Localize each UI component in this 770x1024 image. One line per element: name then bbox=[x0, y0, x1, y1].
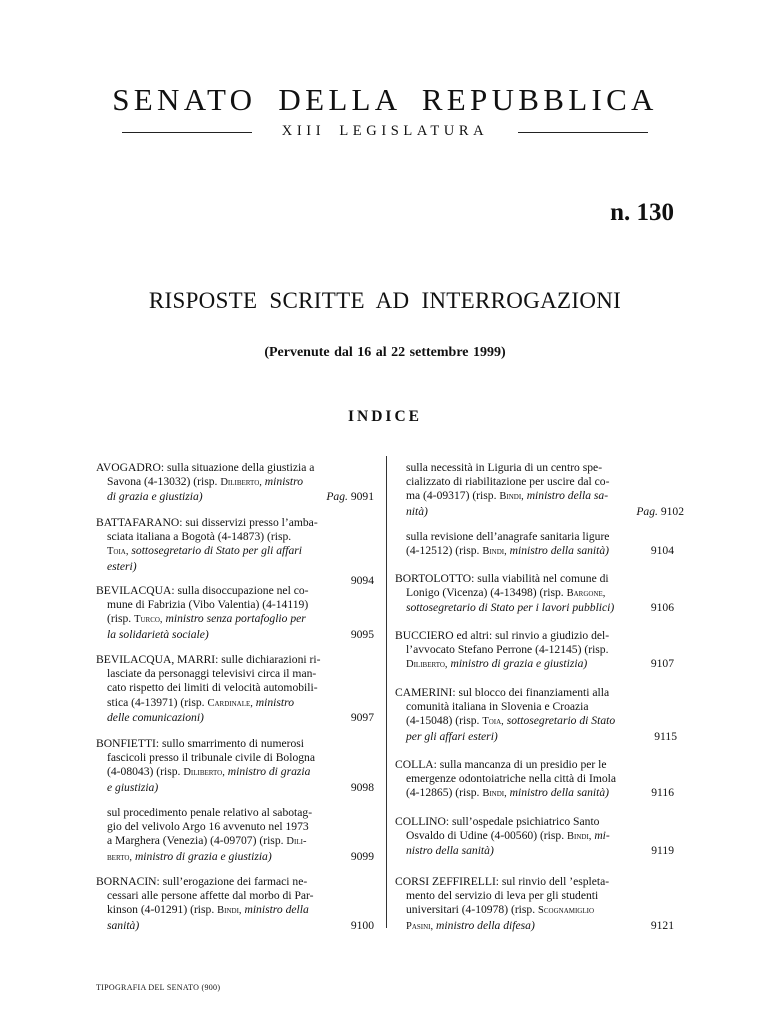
column-divider bbox=[386, 456, 387, 928]
footer-printer: TIPOGRAFIA DEL SENATO (900) bbox=[96, 983, 221, 992]
index-entry: BONFIETTI: sullo smarrimento di numerosi fascicoli presso il tribunale civile di Bologna (4-08043) (risp. Diliberto, ministro di grazia e giustizia) 9098 bbox=[96, 737, 374, 794]
index-entry: sulla revisione dell’anagrafe sanitaria ligure (4-12512) (risp. Bindi, ministro della sanità) 9104 bbox=[406, 530, 674, 558]
index-entry: BEVILACQUA, MARRI: sulle dichiarazioni ri- lasciate da personaggi televisivi circa il man- cato rispetto dei limiti di velocità automobili- stica (4-13971) (risp. Cardinale, ministro delle comunicazioni) 9097 bbox=[96, 653, 374, 724]
index-entry: sul procedimento penale relativo al sabotag- gio del velivolo Argo 16 avvenuto nel 1973 a Marghera (Venezia) (4-09707) (risp. Dili- berto, ministro di grazia e giustizia) 9099 bbox=[107, 806, 374, 863]
index-entry: CORSI ZEFFIRELLI: sul rinvio dell ’espleta- mento del servizio di leva per gli studenti universitari (4-10978) (risp. Scognamiglio Pasini, ministro della difesa) 9121 bbox=[395, 875, 674, 932]
index-entry: BORTOLOTTO: sulla viabilità nel comune di Lonigo (Vicenza) (4-13498) (risp. Bargone, sottosegretario di Stato per i lavori pubblici) 9106 bbox=[395, 572, 674, 615]
legislatura-label: XIII LEGISLATURA bbox=[281, 123, 489, 139]
document-title: SENATO DELLA REPUBBLICA bbox=[112, 82, 658, 117]
index-entry: BEVILACQUA: sulla disoccupazione nel co- mune di Fabrizia (Vibo Valentia) (4-14119) (risp. Turco, ministro senza portafoglio per la solidarietà sociale) 9095 bbox=[96, 584, 374, 641]
index-entry: BUCCIERO ed altri: sul rinvio a giudizio del- l’avvocato Stefano Perrone (4-12145) (risp. Diliberto, ministro di grazia e giustizia) 9107 bbox=[395, 629, 674, 671]
rule-right bbox=[518, 132, 648, 133]
index-entry: BORNACIN: sull’erogazione dei farmaci ne- cessari alle persone affette dal morbo di Par- kinson (4-01291) (risp. Bindi, ministro della sanità) 9100 bbox=[96, 875, 374, 932]
index-entry: COLLA: sulla mancanza di un presidio per le emergenze odontoiatriche nella città di Imola (4-12865) (risp. Bindi, ministro della sanità) 9116 bbox=[395, 758, 674, 800]
period-label: (Pervenute dal 16 al 22 settembre 1999) bbox=[264, 345, 506, 360]
index-heading: INDICE bbox=[348, 408, 422, 425]
index-entry: AVOGADRO: sulla situazione della giustizia a Savona (4-13032) (risp. Diliberto, ministro di grazia e giustizia) Pag. 9091 bbox=[96, 461, 374, 504]
index-entry: sulla necessità in Liguria di un centro spe- cializzato di riabilitazione per uscire dal co- ma (4-09317) (risp. Bindi, ministro della sa- nità) Pag. 9102 bbox=[406, 461, 684, 518]
document-subtitle: RISPOSTE SCRITTE AD INTERROGAZIONI bbox=[148, 288, 622, 313]
issue-number: n. 130 bbox=[610, 199, 674, 226]
index-entry: COLLINO: sull’ospedale psichiatrico Santo Osvaldo di Udine (4-00560) (risp. Bindi, mi- nistro della sanità) 9119 bbox=[395, 815, 674, 858]
index-entry: CAMERINI: sul blocco dei finanziamenti alla comunità italiana in Slovenia e Croazia (4-15048) (risp. Toia, sottosegretario di Stato per gli affari esteri) 9115 bbox=[395, 686, 677, 743]
index-entry: BATTAFARANO: sui disservizi presso l’amba- sciata italiana a Bogotà (4-14873) (risp. Toia, sottosegretario di Stato per gli affari esteri) 9094 bbox=[96, 516, 374, 587]
